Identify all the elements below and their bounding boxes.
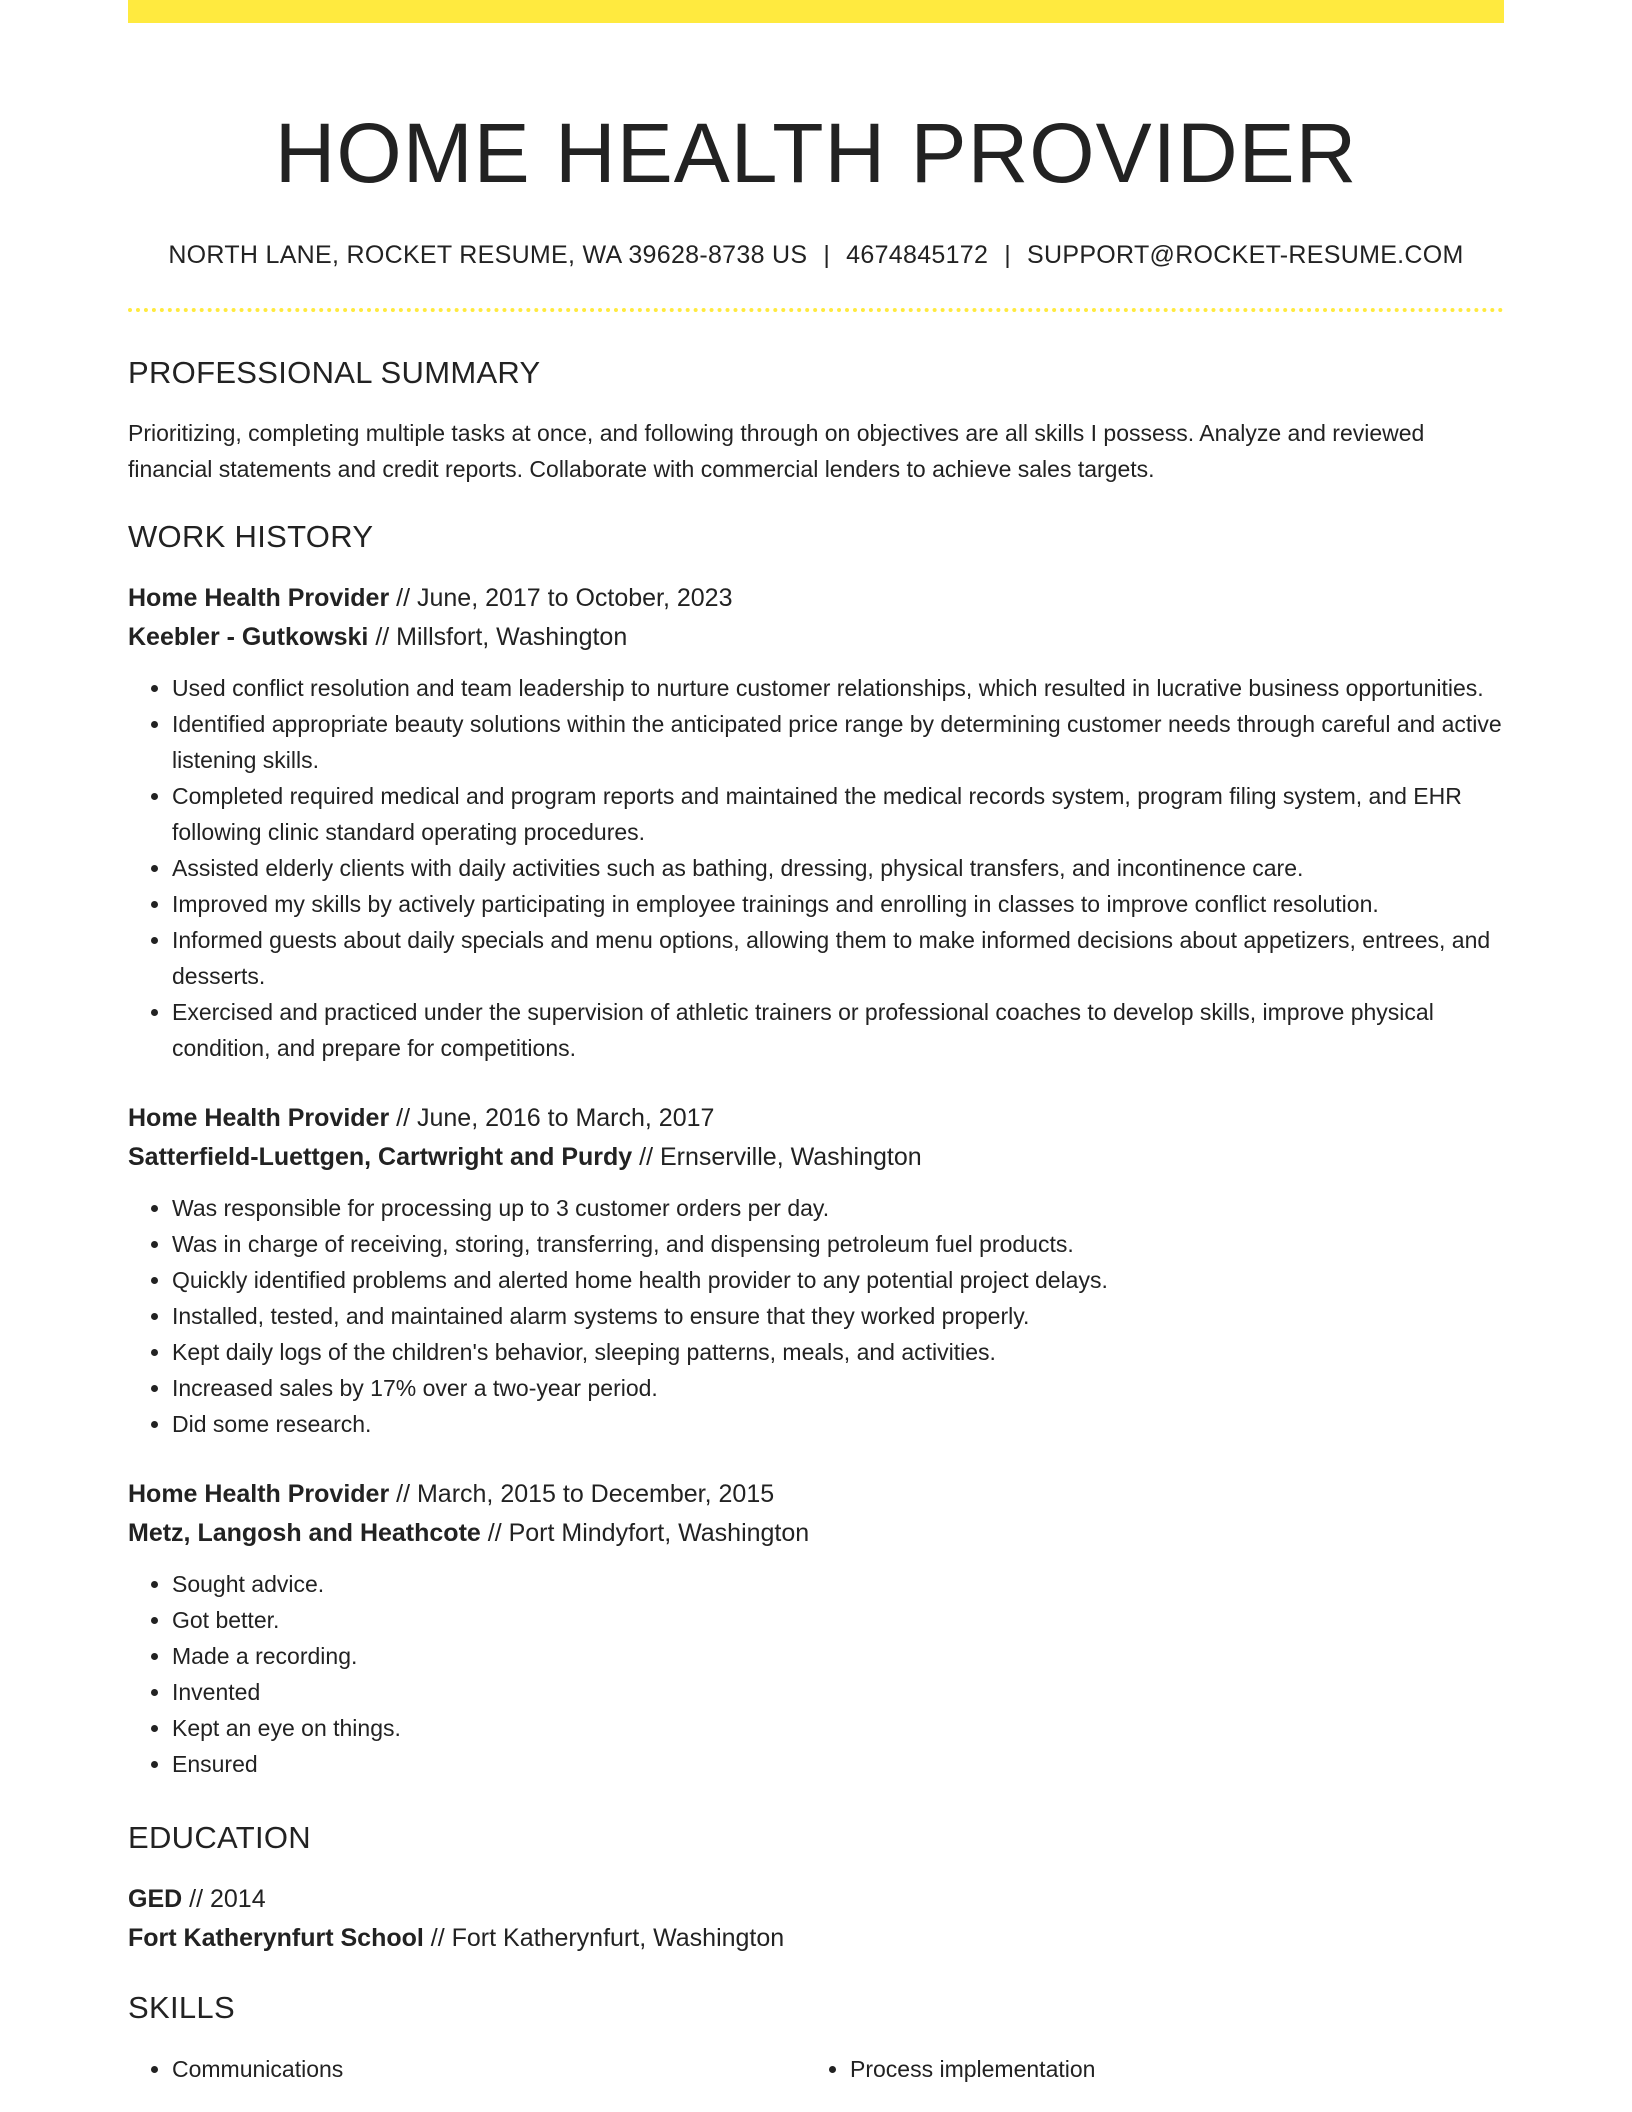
contact-line (128, 238, 1504, 272)
job-bullet: • Was in charge of receiving, storing, transferring, and dispensing petroleum fuel products. (172, 1226, 1504, 1262)
job-title-line (128, 1099, 1504, 1138)
contact-phone: 4674845172 (846, 241, 989, 269)
job-bullet: • Did some research. (172, 1406, 1504, 1442)
job-title: Home Health Provider (128, 1480, 390, 1508)
accent-top-bar (128, 0, 1504, 23)
job-dates: // June, 2017 to October, 2023 (396, 584, 733, 612)
job-dates: // March, 2015 to December, 2015 (396, 1480, 775, 1508)
education-school: Fort Katherynfurt School (128, 1924, 424, 1952)
skills-grid (128, 2051, 1504, 2087)
job-bullet: • Ensured (172, 1746, 1504, 1782)
contact-email: SUPPORT@ROCKET-RESUME.COM (1027, 241, 1464, 269)
job-bullet: • Was responsible for processing up to 3 customer orders per day. (172, 1190, 1504, 1226)
summary-heading: PROFESSIONAL SUMMARY (128, 355, 541, 390)
job-bullet: • Informed guests about daily specials and menu options, allowing them to make informed decisions about appetizers, entrees, and desserts. (172, 922, 1504, 994)
job-bullet: • Exercised and practiced under the supervision of athletic trainers or professional coaches to develop skills, improve physical condition, and prepare for competitions. (172, 994, 1504, 1066)
job-bullet: • Got better. (172, 1602, 1504, 1638)
job-bullet: • Sought advice. (172, 1566, 1504, 1602)
job-bullet: • Increased sales by 17% over a two-year period. (172, 1370, 1504, 1406)
education-entry (128, 1880, 1504, 1958)
job-bullet: • Used conflict resolution and team leadership to nurture customer relationships, which resulted in lucrative business opportunities. (172, 670, 1504, 706)
job-entry (128, 579, 1504, 1066)
job-company-line (128, 618, 1504, 657)
resume-title: HOME HEALTH PROVIDER (274, 106, 1358, 200)
job-bullet: • Invented (172, 1674, 1504, 1710)
skills-column-left (128, 2051, 806, 2087)
job-title: Home Health Provider (128, 584, 390, 612)
job-company: Keebler - Gutkowski (128, 623, 369, 651)
summary-text: Prioritizing, completing multiple tasks at once, and following through on objectives are all skills I possess. Analyze and reviewed financial statements and credit reports. Collaborate with commercial lenders to achieve sales targets. (128, 420, 1425, 482)
skills-column-right (806, 2051, 1484, 2087)
job-bullet: • Improved my skills by actively participating in employee trainings and enrolling in classes to improve conflict resolution. (172, 886, 1504, 922)
education-school-line (128, 1919, 1504, 1958)
job-bullet: • Assisted elderly clients with daily activities such as bathing, dressing, physical transfers, and incontinence care. (172, 850, 1504, 886)
job-title-line (128, 579, 1504, 618)
education-degree: GED (128, 1885, 183, 1913)
job-entry (128, 1475, 1504, 1782)
job-bullets (128, 1190, 1504, 1442)
education-degree-line (128, 1880, 1504, 1919)
skills-heading: SKILLS (128, 1990, 235, 2025)
skill-item: • Communications (172, 2051, 806, 2087)
job-bullet: • Quickly identified problems and alerted home health provider to any potential project delays. (172, 1262, 1504, 1298)
job-company-line (128, 1514, 1504, 1553)
education-location: // Fort Katherynfurt, Washington (430, 1924, 785, 1952)
job-company: Satterfield-Luettgen, Cartwright and Purdy (128, 1143, 633, 1171)
job-bullets (128, 1566, 1504, 1782)
job-dates: // June, 2016 to March, 2017 (396, 1104, 715, 1132)
job-location: // Millsfort, Washington (375, 623, 628, 651)
job-bullet: • Installed, tested, and maintained alarm systems to ensure that they worked properly. (172, 1298, 1504, 1334)
job-company-line (128, 1138, 1504, 1177)
job-bullet: • Completed required medical and program reports and maintained the medical records system, program filing system, and EHR following clinic standard operating procedures. (172, 778, 1504, 850)
job-bullet: • Kept an eye on things. (172, 1710, 1504, 1746)
job-location: // Port Mindyfort, Washington (487, 1519, 810, 1547)
job-bullet: • Kept daily logs of the children's behavior, sleeping patterns, meals, and activities. (172, 1334, 1504, 1370)
contact-separator: | (823, 241, 831, 269)
job-bullet: • Made a recording. (172, 1638, 1504, 1674)
job-company: Metz, Langosh and Heathcote (128, 1519, 481, 1547)
work-history-heading: WORK HISTORY (128, 519, 374, 554)
job-title: Home Health Provider (128, 1104, 390, 1132)
education-year: // 2014 (189, 1885, 266, 1913)
job-entry (128, 1099, 1504, 1442)
skill-item: • Process implementation (850, 2051, 1484, 2087)
contact-address: NORTH LANE, ROCKET RESUME, WA 39628-8738 US (168, 241, 808, 269)
resume-page (128, 0, 1504, 2087)
education-heading: EDUCATION (128, 1820, 311, 1855)
job-bullets (128, 670, 1504, 1066)
dotted-divider (128, 308, 1504, 312)
job-bullet: • Identified appropriate beauty solutions within the anticipated price range by determining customer needs through careful and active listening skills. (172, 706, 1504, 778)
contact-separator: | (1004, 241, 1012, 269)
job-location: // Ernserville, Washington (639, 1143, 922, 1171)
job-title-line (128, 1475, 1504, 1514)
